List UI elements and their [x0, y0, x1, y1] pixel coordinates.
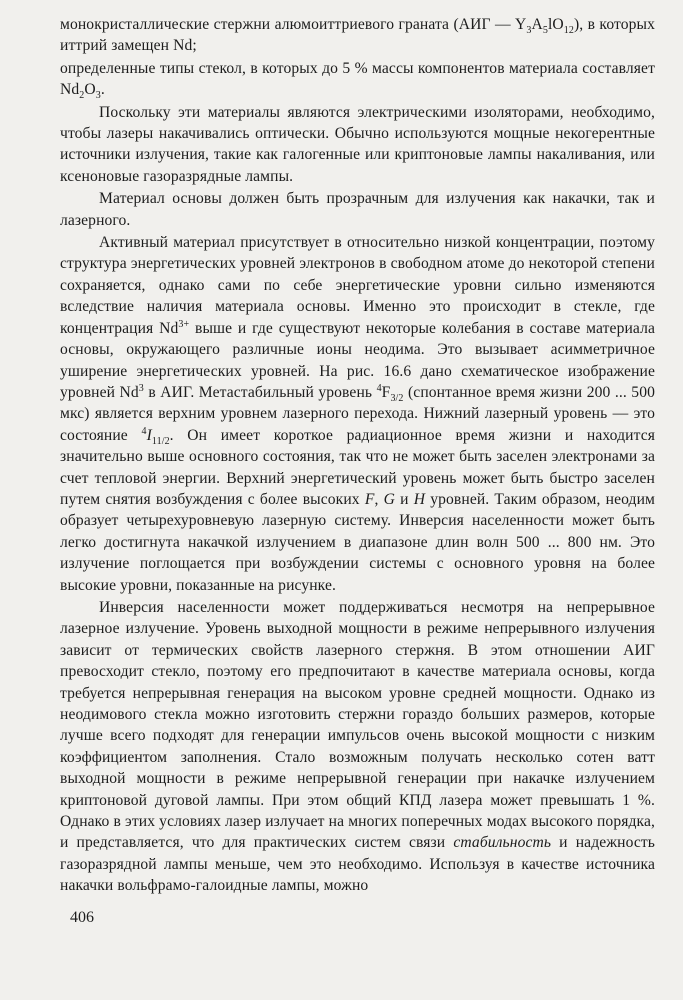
list-item-aig-crystals: монокристаллические стержни алюмоиттриевого граната (АИГ — $Y_3A_5lO_{12}$), в которых иттрий замещен Nd; [60, 16, 655, 55]
book-page [60, 14, 655, 897]
paragraph-energy-levels: Активный материал присутствует в относительно низкой концентрации, поэтому структура энергетических уровней электронов в свободном атоме до некоторой степени сохраняется, однако сами по себе энергетические уровни сильно изменяются вследствие наличия материала основы. Именно это происходит в стекле, где концентрация $Nd^{3+}$ выше и где существуют некоторые колебания в составе материала основы, окружающего различные ионы неодима. Это вызывает асимметричное уширение энергетических уровней. На рис. 16.6 дано схематическое изображение уровней Nd$^3$ в АИГ. Метастабильный уровень $^4F_{3/2}$ (спонтанное время жизни 200 ... 500 мкс) является верхним уровнем лазерного перехода. Нижний лазерный уровень — это состояние $^4I_{11/2}$. Он имеет короткое радиационное время жизни и находится значительно выше основного состояния, так что не может быть заселен электронами за счет тепловой энергии. Верхний энергетический уровень может быть быстро заселен путем снятия возбуждения с более высоких F, G и H уровней. Таким образом, неодим образует четырехуровневую лазерную систему. Инверсия населенности может быть легко достигнута накачкой излучением в диапазоне длин волн 500 ... 800 нм. Это излучение поглощается при возбуждении системы с основного уровня на более высокие уровни, показанные на рисунке. [60, 234, 655, 594]
page-number: 406 [70, 909, 94, 926]
paragraph-host-transparency: Материал основы должен быть прозрачным для излучения как накачки, так и лазерного. [60, 190, 655, 229]
paragraph-optical-pumping: Поскольку эти материалы являются электрическими изоляторами, необходимо, чтобы лазеры накачивались оптически. Обычно используются мощные некогерентные источники излучения, такие как галогенные или криптоновые лампы накаливания, или ксеноновые газоразрядные лампы. [60, 103, 655, 185]
list-item-glasses: определенные типы стекол, в которых до 5 % массы компонентов материала составляет $Nd_2O_3$. [60, 59, 655, 102]
paragraph-population-inversion: Инверсия населенности может поддерживаться несмотря на непрерывное лазерное излучение. Уровень выходной мощности в режиме непрерывного излучения зависит от термических свойств лазерного стержня. В этом отношении АИГ превосходит стекло, поэтому его предпочитают в качестве материала основы, когда требуется непрерывная генерация на высоком уровне средней мощности. Однако из неодимового стекла можно изготовить стержни гораздо больших размеров, которые лучше всего подходят для генерации импульсов очень высокой мощности с низким коэффициентом заполнения. Стало возможным получать несколько сотен ватт выходной мощности в режиме непрерывной генерации при накачке излучением криптоновой дуговой лампы. При этом общий КПД лазера может превышать 1 %. Однако в этих условиях лазер излучает на многих поперечных модах высокого порядка, и представляется, что для практических систем связи стабильность и надежность газоразрядной лампы меньше, чем это необходимо. Используя в качестве источника накачки вольфрамо-галоидные лампы, можно [60, 598, 655, 895]
